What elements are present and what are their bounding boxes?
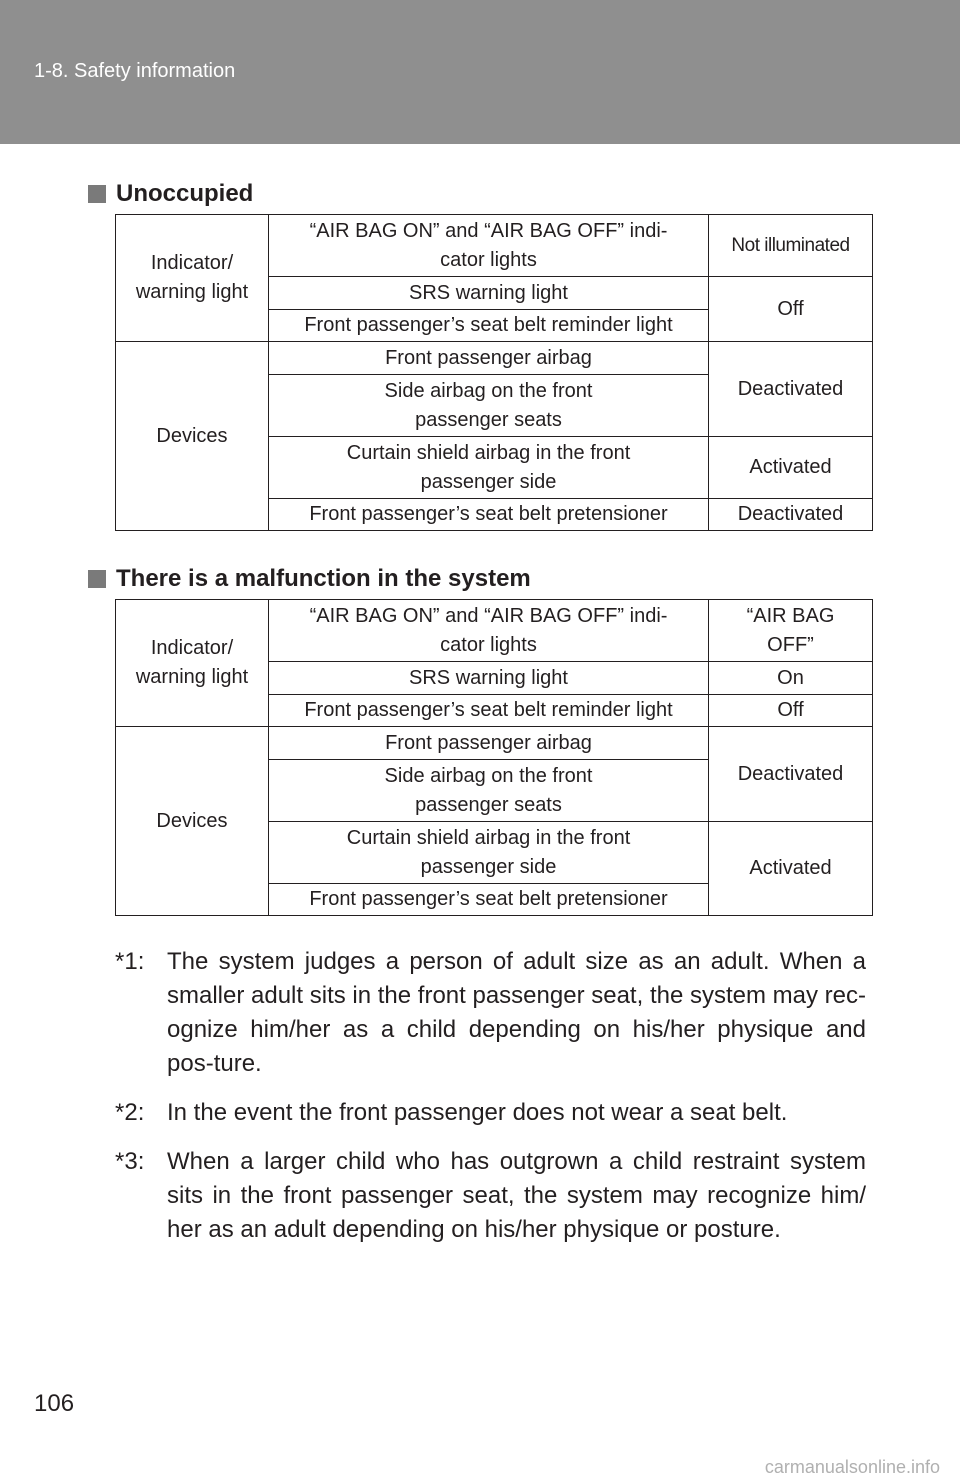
section-title: 1-8. Safety information — [34, 60, 236, 82]
airbag-lights-label: “AIR BAG ON” and “AIR BAG OFF” indi- cator lights — [269, 215, 709, 277]
page-header — [0, 0, 960, 144]
heading-text: Unoccupied — [116, 180, 254, 207]
footnote-number: *2: — [115, 1099, 145, 1126]
footnote-text: The system judges a person of adult size as an adult. When a smaller adult sits in the front passenger seat, the system may rec-ognize him/her as a child depending on his/her physique and pos-ture. — [167, 948, 866, 1077]
pretensioner-value: Deactivated — [709, 499, 873, 531]
pretensioner-label: Front passenger’s seat belt pretensioner — [269, 884, 709, 916]
footnotes — [115, 945, 866, 1262]
footnote — [115, 1096, 866, 1130]
belt-reminder-label: Front passenger’s seat belt reminder light — [269, 695, 709, 727]
heading-text: There is a malfunction in the system — [116, 565, 531, 592]
belt-reminder-value: Off — [709, 695, 873, 727]
airbags-value: Deactivated — [709, 342, 873, 437]
footnote-text: In the event the front passenger does not wear a seat belt. — [167, 1099, 788, 1126]
curtain-label: Curtain shield airbag in the front passenger side — [269, 822, 709, 884]
curtain-label: Curtain shield airbag in the front passenger side — [269, 437, 709, 499]
section-heading-malfunction — [88, 565, 531, 593]
square-bullet-icon — [88, 570, 106, 588]
group-label-indicator: Indicator/ warning light — [116, 600, 269, 727]
group-label-indicator: Indicator/ warning light — [116, 215, 269, 342]
square-bullet-icon — [88, 185, 106, 203]
pretensioner-label: Front passenger’s seat belt pretensioner — [269, 499, 709, 531]
footnote-number: *1: — [115, 948, 145, 975]
section-heading-unoccupied — [88, 180, 253, 208]
page-number: 106 — [34, 1390, 75, 1417]
group-label-devices: Devices — [116, 342, 269, 531]
airbag-lights-label: “AIR BAG ON” and “AIR BAG OFF” indi- cator lights — [269, 600, 709, 662]
airbag-lights-value: Not illuminated — [709, 215, 873, 277]
footnote-text: When a larger child who has outgrown a child restraint system sits in the front passenger seat, the system may recognize him/ her as an adult depending on his/her physique or posture. — [167, 1148, 866, 1243]
srs-label: SRS warning light — [269, 277, 709, 310]
srs-label: SRS warning light — [269, 662, 709, 695]
malfunction-table — [115, 599, 873, 916]
side-airbag-label: Side airbag on the front passenger seats — [269, 375, 709, 437]
srs-value: On — [709, 662, 873, 695]
srs-belt-value: Off — [709, 277, 873, 342]
curtain-pretensioner-value: Activated — [709, 822, 873, 916]
unoccupied-table — [115, 214, 873, 531]
side-airbag-label: Side airbag on the front passenger seats — [269, 760, 709, 822]
watermark: carmanualsonline.info — [764, 1457, 940, 1477]
footnote — [115, 945, 866, 1081]
front-airbag-label: Front passenger airbag — [269, 727, 709, 760]
airbags-value: Deactivated — [709, 727, 873, 822]
curtain-value: Activated — [709, 437, 873, 499]
footnote — [115, 1145, 866, 1247]
group-label-devices: Devices — [116, 727, 269, 916]
front-airbag-label: Front passenger airbag — [269, 342, 709, 375]
belt-reminder-label: Front passenger’s seat belt reminder light — [269, 310, 709, 342]
footnote-number: *3: — [115, 1148, 145, 1175]
airbag-lights-value: “AIR BAG OFF” — [709, 600, 873, 662]
